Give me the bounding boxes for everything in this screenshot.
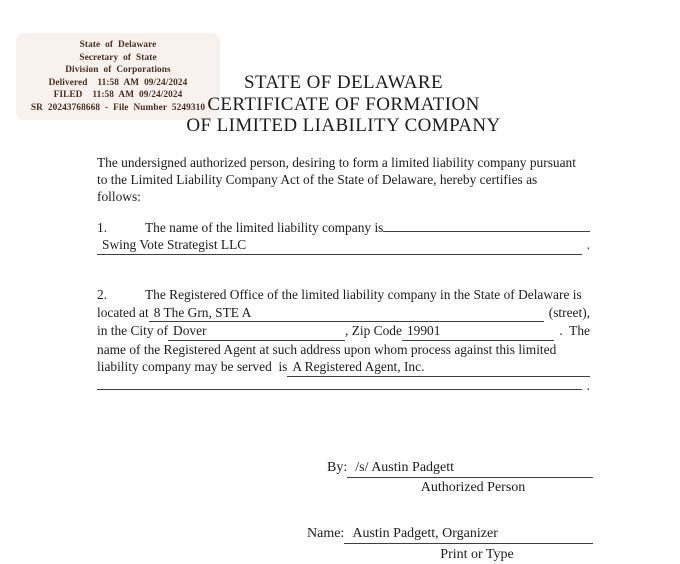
title-line-2: CERTIFICATE OF FORMATION xyxy=(207,93,480,115)
article-1-label-row xyxy=(97,219,590,237)
document-body xyxy=(97,0,590,564)
by-signature-value: /s/ Austin Padgett xyxy=(347,458,593,478)
registered-agent-value: A Registered Agent, Inc. xyxy=(287,358,590,377)
article-1-period: . xyxy=(586,237,590,253)
street-address-value: 8 The Grn, STE A xyxy=(149,304,544,323)
article-1-number: 1. xyxy=(97,219,108,235)
city-zip-row xyxy=(97,322,590,341)
article-1-label: The name of the limited liability company is xyxy=(145,219,384,235)
zip-value: 19901 xyxy=(402,322,554,341)
name-label: Name: xyxy=(307,526,345,542)
article-2-number: 2. xyxy=(97,286,108,302)
agent-sentence-line: name of the Registered Agent at such address upon whom process against this limited xyxy=(97,341,557,357)
zip-label: , Zip Code xyxy=(345,323,402,339)
stamp-line-state: State of Delaware xyxy=(79,40,157,50)
by-row xyxy=(307,458,593,478)
company-name-blank-line xyxy=(383,231,590,232)
article-2-registered-office xyxy=(97,286,590,395)
authorized-person-caption: Authorized Person xyxy=(420,480,526,496)
print-or-type-caption: Print or Type xyxy=(440,547,514,563)
article-1-company-name xyxy=(97,219,590,255)
company-name-value: Swing Vote Strategist LLC xyxy=(97,236,582,255)
registered-agent-label: liability company may be served is xyxy=(97,359,288,375)
signature-block xyxy=(307,458,593,564)
street-address-row xyxy=(97,304,590,323)
intro-line-2: to the Limited Liability Company Act of the State of Delaware, hereby certifies as xyxy=(97,171,538,187)
printed-name-value: Austin Padgett, Organizer xyxy=(344,524,593,544)
street-address-label: located at xyxy=(97,304,149,320)
title-line-1: STATE OF DELAWARE xyxy=(243,72,444,93)
stamp-line-file-number: SR 20243768668 - File Number 5249310 xyxy=(30,102,206,113)
intro-line-3: follows: xyxy=(97,189,141,205)
stamp-line-secretary: Secretary of State xyxy=(79,52,157,63)
zip-tail-text: . The xyxy=(559,323,590,339)
article-2-line-1 xyxy=(97,286,590,304)
city-label: in the City of xyxy=(97,323,169,339)
article-1-value-row xyxy=(97,236,590,255)
title-line-3: OF LIMITED LIABILITY COMPANY xyxy=(186,115,501,136)
city-value: Dover xyxy=(168,322,345,341)
article-2-intro-text: The Registered Office of the limited liability company in the State of Delaware is xyxy=(145,286,582,302)
stamp-line-division: Division of Corporations xyxy=(65,65,171,76)
intro-paragraph xyxy=(97,154,590,206)
stamp-line-delivered: Delivered 11:58 AM 09/24/2024 xyxy=(48,77,188,88)
closing-blank-row xyxy=(97,377,590,395)
document-title xyxy=(97,72,590,137)
intro-line-1: The undersigned authorized person, desiring to form a limited liability company pursuant xyxy=(97,154,576,170)
closing-period: . xyxy=(586,377,590,393)
closing-blank-line xyxy=(97,389,582,390)
street-suffix: (street), xyxy=(548,304,590,320)
by-label: By: xyxy=(327,460,348,476)
stamp-line-filed: FILED 11:58 AM 09/24/2024 xyxy=(53,90,183,101)
name-row xyxy=(307,524,593,544)
registered-agent-row xyxy=(97,358,590,377)
